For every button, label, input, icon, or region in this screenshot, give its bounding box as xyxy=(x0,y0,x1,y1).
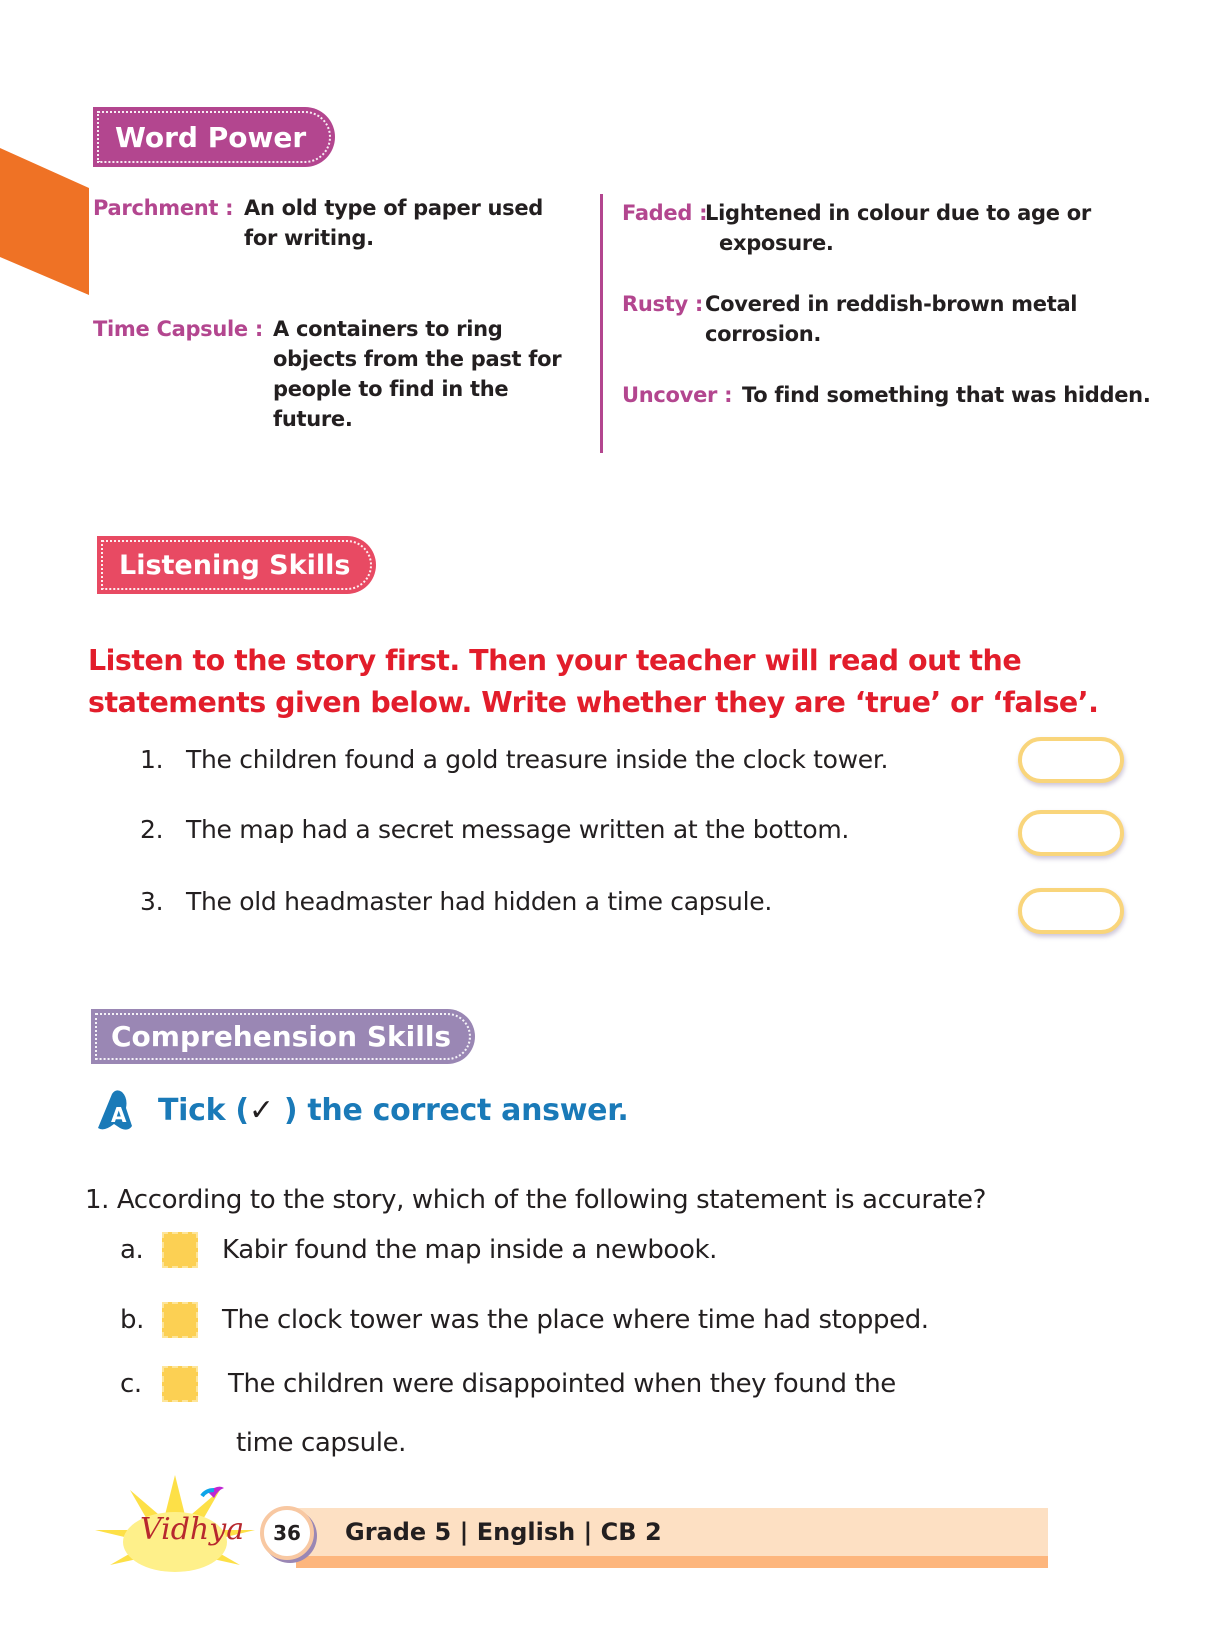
definition-uncover: To find something that was hidden. xyxy=(742,383,1151,407)
option-c-continuation: time capsule. xyxy=(236,1428,407,1458)
definition-parchment: An old type of paper used for writing. xyxy=(244,196,544,250)
statement-2: 2. The map had a secret message written at the bottom. xyxy=(140,815,850,844)
answer-box-2[interactable] xyxy=(1018,810,1124,856)
option-c: c. The children were disappointed when they found the xyxy=(120,1366,896,1402)
word-entry-faded xyxy=(622,198,707,228)
footer-grade-subject: Grade 5 | English | CB 2 xyxy=(345,1518,662,1546)
checkbox-option-a[interactable] xyxy=(162,1232,198,1268)
answer-box-3[interactable] xyxy=(1018,888,1124,934)
svg-text:A: A xyxy=(111,1103,127,1127)
word-power-heading: Word Power xyxy=(93,107,335,167)
tick-instruction-text: Tick (✓ ) the correct answer. xyxy=(158,1092,629,1128)
word-entry-uncover xyxy=(622,380,732,410)
section-a-icon xyxy=(92,1088,136,1132)
term: Parchment : xyxy=(93,196,234,220)
definition-rusty: Covered in reddish-brown metal corrosion. xyxy=(705,292,1078,346)
comprehension-skills-heading: Comprehension Skills xyxy=(91,1009,475,1064)
checkbox-option-c[interactable] xyxy=(162,1366,198,1402)
answer-box-1[interactable] xyxy=(1018,737,1124,783)
orange-page-tab-decoration xyxy=(0,0,95,300)
option-b: b. The clock tower was the place where time had stopped. xyxy=(120,1302,929,1338)
word-entry-rusty xyxy=(622,289,703,319)
exercise-a-instruction xyxy=(92,1088,629,1132)
term: Faded : xyxy=(622,201,708,225)
word-entry-parchment xyxy=(93,193,233,223)
statement-1: 1. The children found a gold treasure inside the clock tower. xyxy=(140,745,889,774)
term: Rusty : xyxy=(622,292,703,316)
term: Uncover : xyxy=(622,383,733,407)
definition-faded: Lightened in colour due to age or exposure. xyxy=(705,201,1091,255)
page-number: 36 xyxy=(260,1506,314,1560)
definition-time-capsule: A containers to ring objects from the past for people to find in the future. xyxy=(273,317,562,431)
listening-skills-heading: Listening Skills xyxy=(97,536,376,594)
term: Time Capsule : xyxy=(93,317,263,341)
word-entry-time-capsule xyxy=(93,314,263,344)
check-mark-icon: ✓ xyxy=(248,1092,274,1128)
checkbox-option-b[interactable] xyxy=(162,1302,198,1338)
statement-3: 3. The old headmaster had hidden a time capsule. xyxy=(140,887,772,916)
listening-instruction: Listen to the story first. Then your teacher will read out the statements given below. Write whether they are ‘true’ or ‘false’. xyxy=(88,644,1099,719)
question-1: 1. According to the story, which of the following statement is accurate? xyxy=(85,1185,987,1215)
word-power-divider xyxy=(600,194,603,453)
option-a: a. Kabir found the map inside a newbook. xyxy=(120,1232,717,1268)
vidhya-logo-text: Vidhya xyxy=(140,1512,245,1547)
